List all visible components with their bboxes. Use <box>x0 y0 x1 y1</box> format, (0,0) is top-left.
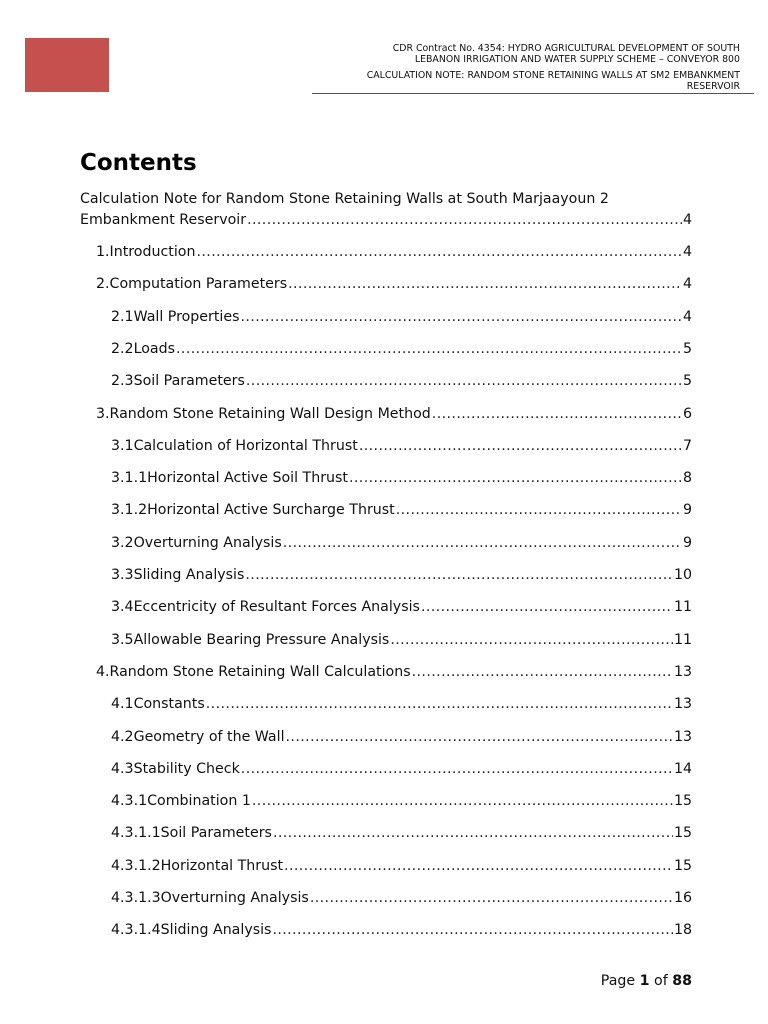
toc-entry-page: 15 <box>673 793 692 810</box>
toc-entry-page: 15 <box>673 825 692 842</box>
toc-entry[interactable] <box>111 599 692 621</box>
toc-entry[interactable] <box>111 858 692 880</box>
toc-entry-page: 4 <box>682 212 692 228</box>
toc-entry[interactable] <box>111 922 692 944</box>
toc-entry-number: 3.1.1 <box>111 470 148 487</box>
toc-entry-number: 4.3.1.2 <box>111 857 161 874</box>
header-line-4: RESERVOIR <box>686 81 740 92</box>
toc-entry-page: 11 <box>673 599 692 616</box>
toc-leader-dots <box>284 858 673 874</box>
toc-leader-dots <box>247 212 682 228</box>
toc-entry-text: Allowable Bearing Pressure Analysis <box>133 631 390 648</box>
toc-entry-number: 4.2 <box>111 728 134 745</box>
toc-leader-dots <box>412 664 673 680</box>
toc-entry-page: 13 <box>673 696 692 713</box>
toc-entry-text: Introduction <box>109 244 196 260</box>
footer-total-pages: 88 <box>672 973 692 989</box>
toc-entry[interactable] <box>111 438 692 460</box>
toc-entry-text: Eccentricity of Resultant Forces Analysis <box>133 599 420 616</box>
toc-entry-main[interactable] <box>80 212 692 234</box>
header-line-3: CALCULATION NOTE: RANDOM STONE RETAINING WALLS AT SM2 EMBANKMENT <box>366 70 740 81</box>
toc-entry-number: 3.1 <box>111 437 134 454</box>
toc-entry-number: 4.3 <box>111 760 134 777</box>
toc-entry-number: 3. <box>96 405 110 422</box>
footer-current-page: 1 <box>639 973 650 989</box>
toc-entry-number: 1. <box>96 244 110 260</box>
toc-entry-number: 2.2 <box>111 340 134 357</box>
toc-leader-dots <box>288 276 682 292</box>
toc-entry-text: Soil Parameters <box>133 373 245 390</box>
toc-leader-dots <box>390 632 673 648</box>
header-line-2: LEBANON IRRIGATION AND WATER SUPPLY SCHEME – CONVEYOR 800 <box>414 54 740 65</box>
toc-leader-dots <box>283 535 682 551</box>
toc-entry-text: Overturning Analysis <box>160 890 309 906</box>
toc-entry-text: Overturning Analysis <box>133 534 282 551</box>
toc-leader-dots <box>349 470 682 486</box>
toc-leader-dots <box>245 567 673 583</box>
toc-entry-number: 4.1 <box>111 696 134 713</box>
toc-entry-text: Horizontal Active Surcharge Thrust <box>147 502 395 519</box>
toc-entry-number: 4.3.1.4 <box>111 922 161 939</box>
toc-entry-main-line1[interactable]: Calculation Note for Random Stone Retaining Walls at South Marjaayoun 2 <box>80 191 609 207</box>
toc-leader-dots <box>272 922 672 938</box>
toc-leader-dots <box>196 244 682 260</box>
toc-entry-number: 3.3 <box>111 567 134 583</box>
toc-entry-text: Soil Parameters <box>160 825 272 842</box>
toc-entry-text: Combination 1 <box>147 793 251 810</box>
toc-entry-number: 4.3.1 <box>111 793 148 810</box>
toc-entry-text: Sliding Analysis <box>160 922 272 939</box>
page-footer <box>601 973 692 989</box>
toc-leader-dots <box>273 825 673 841</box>
toc-entry-page: 5 <box>682 340 692 357</box>
toc-entry[interactable] <box>111 535 692 557</box>
toc-entry[interactable] <box>111 567 692 589</box>
toc-entry-text: Constants <box>133 696 205 713</box>
toc-entry-page: 13 <box>673 728 692 745</box>
toc-entry-text: Calculation of Horizontal Thrust <box>133 437 358 454</box>
toc-entry[interactable] <box>96 244 692 266</box>
toc-entry-text: Embankment Reservoir <box>80 212 247 228</box>
toc-entry[interactable] <box>111 890 692 912</box>
toc-entry[interactable] <box>111 341 692 363</box>
toc-entry[interactable] <box>96 406 692 428</box>
toc-leader-dots <box>310 890 673 906</box>
toc-entry-page: 4 <box>682 308 692 325</box>
toc-entry-page: 16 <box>673 890 692 906</box>
toc-entry-text: Random Stone Retaining Wall Calculations <box>109 663 411 680</box>
toc-leader-dots <box>176 341 682 357</box>
footer-page-word: Page <box>600 973 636 989</box>
toc-entry-page: 10 <box>673 567 692 583</box>
toc-entry-page: 9 <box>682 534 692 551</box>
toc-entry-page: 4 <box>682 276 692 293</box>
toc-entry-text: Loads <box>133 340 176 357</box>
toc-entry[interactable] <box>96 276 692 298</box>
toc-entry-page: 5 <box>682 373 692 390</box>
toc-entry[interactable] <box>111 309 692 331</box>
toc-entry-page: 11 <box>673 631 692 648</box>
toc-leader-dots <box>359 438 682 454</box>
toc-leader-dots <box>241 761 673 777</box>
toc-entry-number: 4.3.1.3 <box>111 890 161 906</box>
toc-entry-page: 18 <box>673 922 692 939</box>
footer-of-word: of <box>654 973 668 989</box>
toc-entry-page: 7 <box>682 437 692 454</box>
toc-entry-text: Wall Properties <box>133 308 240 325</box>
toc-entry[interactable] <box>111 696 692 718</box>
toc-entry-page: 14 <box>673 760 692 777</box>
toc-entry-text: Horizontal Active Soil Thrust <box>147 470 348 487</box>
toc-entry-text: Stability Check <box>133 760 240 777</box>
toc-entry-number: 3.4 <box>111 599 134 616</box>
toc-entry-page: 13 <box>673 663 692 680</box>
toc-leader-dots <box>252 793 673 809</box>
toc-leader-dots <box>286 729 673 745</box>
toc-leader-dots <box>240 309 681 325</box>
toc-leader-dots <box>432 406 682 422</box>
toc-leader-dots <box>206 696 673 712</box>
toc-entry[interactable] <box>111 761 692 783</box>
toc-entry-number: 4.3.1.1 <box>111 825 161 842</box>
toc-entry[interactable] <box>111 502 692 524</box>
toc-leader-dots <box>421 599 673 615</box>
toc-entry-number: 3.1.2 <box>111 502 148 519</box>
page-title: Contents <box>80 150 197 176</box>
toc-entry-page: 15 <box>673 857 692 874</box>
toc-entry[interactable] <box>111 373 692 395</box>
toc-leader-dots <box>246 373 682 389</box>
toc-entry[interactable] <box>111 632 692 654</box>
toc-entry-number: 2.3 <box>111 373 134 390</box>
toc-entry-text: Horizontal Thrust <box>160 857 284 874</box>
toc-entry[interactable] <box>111 729 692 751</box>
toc-entry[interactable] <box>111 793 692 815</box>
toc-entry-number: 2. <box>96 276 110 293</box>
toc-entry-text: Random Stone Retaining Wall Design Method <box>109 405 431 422</box>
toc-entry-number: 3.5 <box>111 631 134 648</box>
toc-entry-text: Sliding Analysis <box>133 567 245 583</box>
toc-entry-text: Computation Parameters <box>109 276 288 293</box>
toc-leader-dots <box>396 502 682 518</box>
toc-entry[interactable] <box>111 825 692 847</box>
toc-entry-text: Geometry of the Wall <box>133 728 285 745</box>
toc-entry-page: 6 <box>682 405 692 422</box>
toc-entry-number: 3.2 <box>111 534 134 551</box>
toc-entry[interactable] <box>111 470 692 492</box>
toc-entry-number: 2.1 <box>111 308 134 325</box>
toc-entry-page: 4 <box>682 244 692 260</box>
toc-entry-page: 9 <box>682 502 692 519</box>
toc-entry[interactable] <box>96 664 692 686</box>
header-line-1: CDR Contract No. 4354: HYDRO AGRICULTURAL DEVELOPMENT OF SOUTH <box>392 43 740 54</box>
toc-entry-page: 8 <box>682 470 692 487</box>
toc-entry-number: 4. <box>96 663 110 680</box>
